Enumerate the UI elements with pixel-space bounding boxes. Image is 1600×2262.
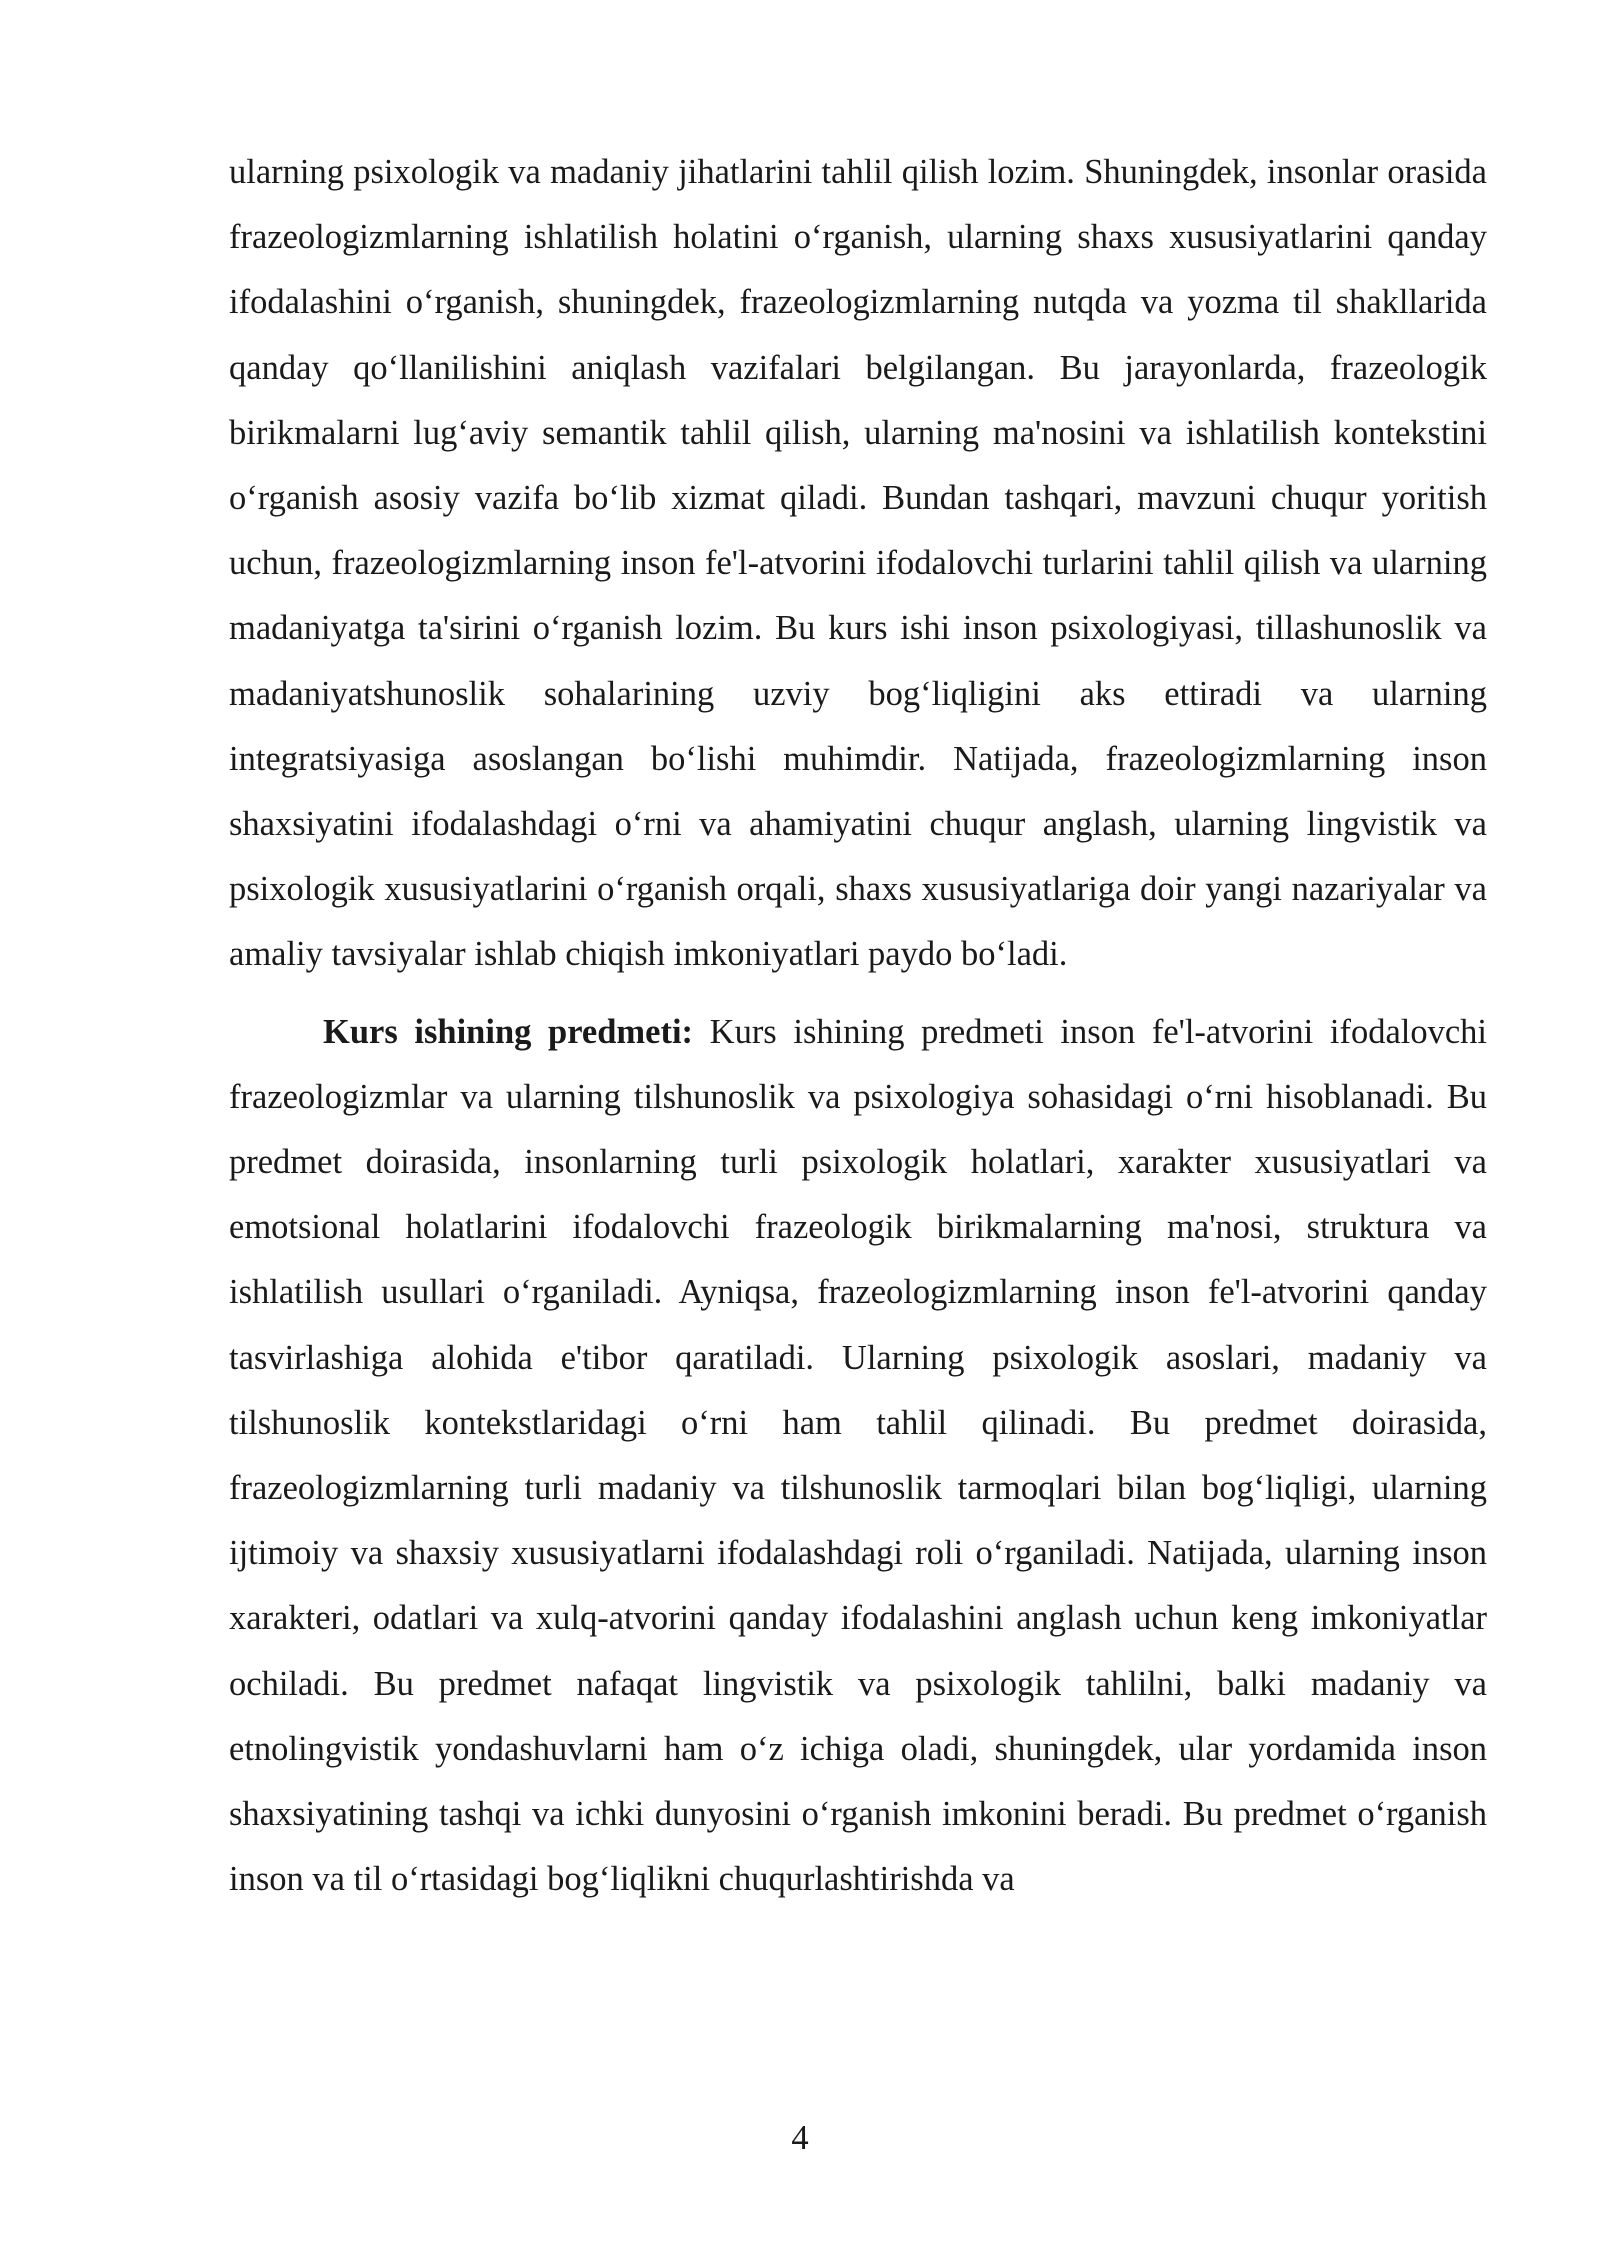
page-number: 4	[791, 2119, 809, 2157]
body-text	[229, 140, 1487, 1912]
paragraph-1: ularning psixologik va madaniy jihatlarini tahlil qilish lozim. Shuningdek, insonlar orasida frazeologizmlarning ishlatilish holatini o‘rganish, ularning shaxs xususiyatlarini qanday ifodalashini o‘rganish, shuningdek, frazeologizmlarning nutqda va yozma til shakllarida qanday qo‘llanilishini aniqlash vazifalari belgilangan. Bu jarayonlarda, frazeologik birikmalarni lug‘aviy semantik tahlil qilish, ularning ma'nosini va ishlatilish kontekstini o‘rganish asosiy vazifa bo‘lib xizmat qiladi. Bundan tashqari, mavzuni chuqur yoritish uchun, frazeologizmlarning inson fe'l-atvorini ifodalovchi turlarini tahlil qilish va ularning madaniyatga ta'sirini o‘rganish lozim. Bu kurs ishi inson psixologiyasi, tillashunoslik va madaniyatshunoslik sohalarining uzviy bog‘liqligini aks ettiradi va ularning integratsiyasiga asoslangan bo‘lishi muhimdir. Natijada, frazeologizmlarning inson shaxsiyatini ifodalashdagi o‘rni va ahamiyatini chuqur anglash, ularning lingvistik va psixologik xususiyatlarini o‘rganish orqali, shaxs xususiyatlariga doir yangi nazariyalar va amaliy tavsiyalar ishlab chiqish imkoniyatlari paydo bo‘ladi.	[229, 153, 1487, 974]
paragraph-heading: Kurs ishining predmeti:	[323, 1012, 694, 1051]
paragraph-2-body: Kurs ishining predmeti inson fe'l-atvorini ifodalovchi frazeologizmlar va ularning tilshunoslik va psixologiya sohasidagi o‘rni hisoblanadi. Bu predmet doirasida, insonlarning turli psixologik holatlari, xarakter xususiyatlari va emotsional holatlarini ifodalovchi frazeologik birikmalarning ma'nosi, struktura va ishlatilish usullari o‘rganiladi. Ayniqsa, frazeologizmlarning inson fe'l-atvorini qanday tasvirlashiga alohida e'tibor qaratiladi. Ularning psixologik asoslari, madaniy va tilshunoslik kontekstlaridagi o‘rni ham tahlil qilinadi. Bu predmet doirasida, frazeologizmlarning turli madaniy va tilshunoslik tarmoqlari bilan bog‘liqligi, ularning ijtimoiy va shaxsiy xususiyatlarni ifodalashdagi roli o‘rganiladi. Natijada, ularning inson xarakteri, odatlari va xulq-atvorini qanday ifodalashini anglash uchun keng imkoniyatlar ochiladi. Bu predmet nafaqat lingvistik va psixologik tahlilni, balki madaniy va etnolingvistik yondashuvlarni ham o‘z ichiga oladi, shuningdek, ular yordamida inson shaxsiyatining tashqi va ichki dunyosini o‘rganish imkonini beradi. Bu predmet o‘rganish inson va til o‘rtasidagi bog‘liqlikni chuqurlashtirishda va	[229, 1012, 1487, 1899]
paragraph-2	[229, 1000, 1487, 1913]
